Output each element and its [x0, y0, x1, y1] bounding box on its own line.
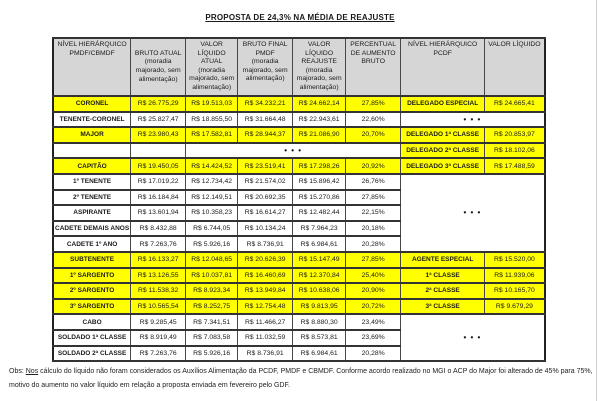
- table-row: [53, 268, 545, 284]
- currency-cell: R$ 17.019,22: [131, 174, 186, 190]
- rank-cell: 1º SARGENTO: [53, 268, 131, 284]
- percent-cell: 20,70%: [346, 127, 401, 143]
- header-title: NÍVEL HIERÁRQUICO PMDF/CBMDF: [57, 41, 127, 57]
- rank-cell: 2º TENENTE: [53, 190, 131, 206]
- pcdf-rank-cell: DELEGADO 1ª CLASSE: [401, 127, 485, 143]
- footnote-underlined-word: Nos: [25, 368, 39, 375]
- currency-cell: R$ 21.574,02: [238, 174, 293, 190]
- header-subtitle: (moradia majorado, sem alimentação): [242, 58, 288, 83]
- header-title: PERCENTUAL DE AUMENTO BRUTO: [350, 41, 396, 66]
- currency-cell: R$ 24.662,14: [293, 96, 346, 112]
- table-row: [53, 252, 545, 268]
- currency-cell: R$ 31.664,48: [238, 112, 293, 128]
- pcdf-rank-cell: 1ª CLASSE: [401, 268, 485, 284]
- header-title: VALOR LÍQUIDO REAJUSTE: [301, 41, 337, 66]
- pcdf-rank-cell: 2ª CLASSE: [401, 283, 485, 299]
- header-subtitle: (moradia majorado, sem alimentação): [135, 58, 181, 83]
- currency-cell: R$ 8.432,88: [131, 221, 186, 237]
- salary-proposal-table: [52, 37, 546, 362]
- currency-cell: R$ 7.964,23: [293, 221, 346, 237]
- currency-cell: R$ 7.263,76: [131, 346, 186, 362]
- percent-cell: 20,90%: [346, 283, 401, 299]
- table-row: [53, 283, 545, 299]
- currency-cell: R$ 12.754,48: [238, 299, 293, 315]
- table-row: [53, 174, 545, 190]
- percent-cell: 27,85%: [346, 190, 401, 206]
- pcdf-value-cell: R$ 9.679,29: [485, 299, 545, 315]
- pcdf-rank-cell: DELEGADO 2ª CLASSE: [401, 143, 485, 159]
- pcdf-rank-cell: DELEGADO ESPECIAL: [401, 96, 485, 112]
- rank-cell: CABO: [53, 314, 131, 330]
- currency-cell: R$ 26.775,29: [131, 96, 186, 112]
- rank-cell: 3º SARGENTO: [53, 299, 131, 315]
- percent-cell: 20,28%: [346, 346, 401, 362]
- currency-cell: R$ 11.466,27: [238, 314, 293, 330]
- percent-cell: 20,28%: [346, 236, 401, 252]
- table-row: [53, 299, 545, 315]
- header-bruto-atual: [131, 38, 186, 96]
- currency-cell: R$ 19.450,05: [131, 158, 186, 174]
- header-percentual: [346, 38, 401, 96]
- footnote: [9, 365, 593, 392]
- pcdf-rank-cell: DELEGADO 3ª CLASSE: [401, 158, 485, 174]
- header-nivel-pmdf: [53, 38, 131, 96]
- currency-cell: R$ 13.126,55: [131, 268, 186, 284]
- currency-cell: R$ 17.298,26: [293, 158, 346, 174]
- rank-cell: TENENTE-CORONEL: [53, 112, 131, 128]
- percent-cell: 26,76%: [346, 174, 401, 190]
- currency-cell: R$ 15.147,49: [293, 252, 346, 268]
- percent-cell: 27,85%: [346, 252, 401, 268]
- currency-cell: R$ 8.736,91: [238, 346, 293, 362]
- currency-cell: R$ 14.424,52: [186, 158, 238, 174]
- currency-cell: R$ 9.813,95: [293, 299, 346, 315]
- currency-cell: R$ 19.513,03: [186, 96, 238, 112]
- header-liquido-reajuste: [293, 38, 346, 96]
- header-title: BRUTO ATUAL: [134, 49, 182, 57]
- page-edge-divider: [596, 0, 597, 401]
- percent-cell: 22,15%: [346, 205, 401, 221]
- currency-cell: R$ 6.744,05: [186, 221, 238, 237]
- header-liquido-atual: [186, 38, 238, 96]
- currency-cell: R$ 8.880,30: [293, 314, 346, 330]
- pcdf-rank-cell: 3ª CLASSE: [401, 299, 485, 315]
- currency-cell: R$ 34.232,21: [238, 96, 293, 112]
- header-title: VALOR LÍQUIDO: [488, 41, 541, 48]
- pcdf-value-cell: R$ 24.665,41: [485, 96, 545, 112]
- percent-cell: 27,85%: [346, 96, 401, 112]
- rank-cell: MAJOR: [53, 127, 131, 143]
- ellipsis-cell: • • •: [401, 174, 545, 252]
- currency-cell: R$ 10.037,81: [186, 268, 238, 284]
- currency-cell: R$ 16.614,27: [238, 205, 293, 221]
- rank-cell: CADETE 1º ANO: [53, 236, 131, 252]
- percent-cell: 23,69%: [346, 330, 401, 346]
- currency-cell: R$ 22.943,61: [293, 112, 346, 128]
- header-row: [53, 38, 545, 96]
- currency-cell: R$ 7.263,76: [131, 236, 186, 252]
- rank-cell: CAPITÃO: [53, 158, 131, 174]
- rank-cell: SOLDADO 1ª CLASSE: [53, 330, 131, 346]
- currency-cell: R$ 7.083,58: [186, 330, 238, 346]
- table-row: [53, 143, 545, 159]
- header-subtitle: (moradia majorado, sem alimentação): [296, 66, 342, 91]
- blank-cell: [53, 143, 131, 159]
- header-title: VALOR LÍQUIDO ATUAL: [197, 41, 226, 66]
- currency-cell: R$ 10.134,24: [238, 221, 293, 237]
- currency-cell: R$ 10.565,54: [131, 299, 186, 315]
- rank-cell: 1º TENENTE: [53, 174, 131, 190]
- currency-cell: R$ 10.638,06: [293, 283, 346, 299]
- pcdf-value-cell: R$ 20.853,97: [485, 127, 545, 143]
- rank-cell: SUBTENENTE: [53, 252, 131, 268]
- header-title: BRUTO FINAL PMDF: [242, 41, 288, 57]
- percent-cell: 20,92%: [346, 158, 401, 174]
- currency-cell: R$ 11.538,32: [131, 283, 186, 299]
- currency-cell: R$ 20.626,39: [238, 252, 293, 268]
- currency-cell: R$ 13.949,84: [238, 283, 293, 299]
- rank-cell: 2º SARGENTO: [53, 283, 131, 299]
- currency-cell: R$ 12.048,65: [186, 252, 238, 268]
- currency-cell: R$ 23.980,43: [131, 127, 186, 143]
- ellipsis-cell: • • •: [401, 112, 545, 128]
- currency-cell: R$ 12.482,44: [293, 205, 346, 221]
- currency-cell: R$ 8.919,49: [131, 330, 186, 346]
- rank-cell: SOLDADO 2ª CLASSE: [53, 346, 131, 362]
- table-row: [53, 158, 545, 174]
- currency-cell: R$ 8.252,75: [186, 299, 238, 315]
- currency-cell: R$ 6.984,61: [293, 236, 346, 252]
- page-title: [0, 13, 600, 22]
- currency-cell: R$ 15.270,86: [293, 190, 346, 206]
- percent-cell: 23,49%: [346, 314, 401, 330]
- table-row: [53, 112, 545, 128]
- currency-cell: R$ 17.582,81: [186, 127, 238, 143]
- currency-cell: R$ 8.573,81: [293, 330, 346, 346]
- currency-cell: R$ 20.692,35: [238, 190, 293, 206]
- pcdf-rank-cell: AGENTE ESPECIAL: [401, 252, 485, 268]
- pcdf-value-cell: R$ 10.165,70: [485, 283, 545, 299]
- footnote-text: cálculo do líquido não foram considerados os Auxílios Alimentação da PCDF, PMDF e CBMDF. Conforme acordo realizado no MGI o ACP do Major foi alterado de 45% para 75%, motivo do aumento no valor líquido em relação a proposta enviada em fevereiro pelo GDF.: [9, 368, 593, 389]
- rank-cell: ASPIRANTE: [53, 205, 131, 221]
- currency-cell: R$ 8.923,34: [186, 283, 238, 299]
- currency-cell: R$ 16.184,84: [131, 190, 186, 206]
- table-row: [53, 127, 545, 143]
- pcdf-value-cell: R$ 18.102,06: [485, 143, 545, 159]
- currency-cell: R$ 16.133,27: [131, 252, 186, 268]
- currency-cell: R$ 25.827,47: [131, 112, 186, 128]
- currency-cell: R$ 12.149,51: [186, 190, 238, 206]
- currency-cell: R$ 5.926,16: [186, 346, 238, 362]
- ellipsis-cell: • • •: [401, 314, 545, 361]
- currency-cell: R$ 6.984,61: [293, 346, 346, 362]
- currency-cell: R$ 15.896,42: [293, 174, 346, 190]
- pcdf-value-cell: R$ 17.488,59: [485, 158, 545, 174]
- footnote-label: Obs:: [9, 368, 24, 375]
- rank-cell: CORONEL: [53, 96, 131, 112]
- pcdf-value-cell: R$ 11.939,06: [485, 268, 545, 284]
- currency-cell: R$ 10.358,23: [186, 205, 238, 221]
- percent-cell: 25,40%: [346, 268, 401, 284]
- header-bruto-final: [238, 38, 293, 96]
- currency-cell: R$ 18.855,50: [186, 112, 238, 128]
- header-title: NÍVEL HIERÁRQUICO PCDF: [408, 41, 478, 57]
- page-title-text: PROPOSTA DE 24,3% NA MÉDIA DE REAJUSTE: [205, 13, 395, 22]
- currency-cell: R$ 16.460,69: [238, 268, 293, 284]
- table-row: [53, 96, 545, 112]
- currency-cell: R$ 8.736,91: [238, 236, 293, 252]
- percent-cell: 22,60%: [346, 112, 401, 128]
- ellipsis-cell: • • •: [186, 143, 401, 159]
- rank-cell: CADETE DEMAIS ANOS: [53, 221, 131, 237]
- header-valor-liquido-pcdf: [485, 38, 545, 96]
- currency-cell: R$ 21.086,90: [293, 127, 346, 143]
- percent-cell: 20,72%: [346, 299, 401, 315]
- pcdf-value-cell: R$ 15.520,00: [485, 252, 545, 268]
- header-nivel-pcdf: [401, 38, 485, 96]
- currency-cell: R$ 5.926,16: [186, 236, 238, 252]
- currency-cell: R$ 11.032,59: [238, 330, 293, 346]
- currency-cell: R$ 12.734,42: [186, 174, 238, 190]
- currency-cell: R$ 9.285,45: [131, 314, 186, 330]
- currency-cell: R$ 13.601,94: [131, 205, 186, 221]
- table-row: [53, 314, 545, 330]
- currency-cell: R$ 28.944,37: [238, 127, 293, 143]
- currency-cell: R$ 7.341,51: [186, 314, 238, 330]
- currency-cell: R$ 12.370,84: [293, 268, 346, 284]
- header-subtitle: (moradia majorado, sem alimentação): [189, 66, 235, 91]
- percent-cell: 20,18%: [346, 221, 401, 237]
- currency-cell: R$ 23.519,41: [238, 158, 293, 174]
- blank-cell: [131, 143, 186, 159]
